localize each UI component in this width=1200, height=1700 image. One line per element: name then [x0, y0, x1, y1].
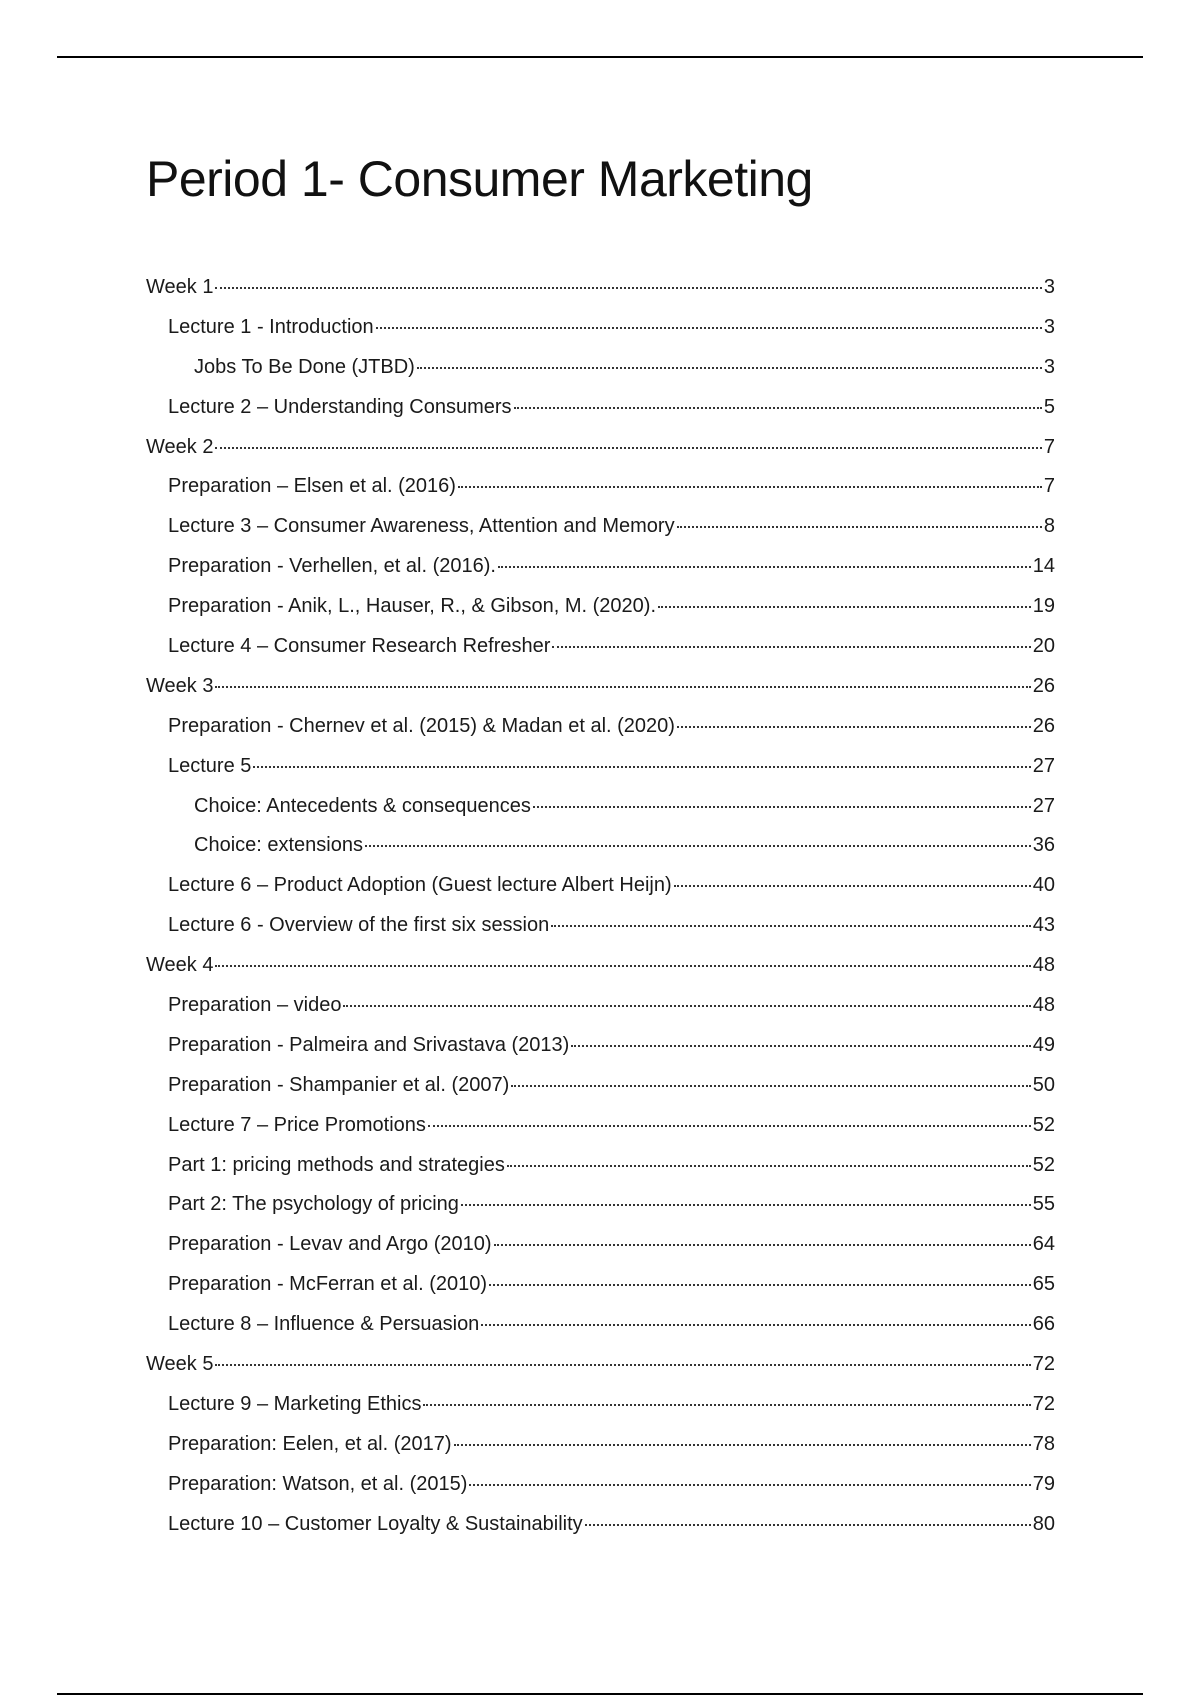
toc-entry[interactable] [146, 467, 1055, 507]
toc-dot-leader [514, 407, 1042, 409]
table-of-contents [146, 268, 1055, 1545]
toc-dot-leader [674, 885, 1031, 887]
toc-entry[interactable] [146, 826, 1055, 866]
toc-page-number: 3 [1043, 315, 1055, 338]
toc-entry[interactable] [146, 946, 1055, 986]
toc-page-number: 8 [1043, 515, 1055, 538]
toc-page-number: 3 [1043, 355, 1055, 378]
toc-dot-leader [417, 367, 1042, 369]
toc-entry[interactable] [146, 707, 1055, 747]
toc-dot-leader [469, 1484, 1030, 1486]
toc-page-number: 20 [1032, 635, 1055, 658]
toc-entry[interactable] [146, 1225, 1055, 1265]
toc-entry[interactable] [146, 1265, 1055, 1305]
document-title: Period 1- Consumer Marketing [146, 151, 813, 207]
toc-page-number: 40 [1032, 874, 1055, 897]
toc-entry[interactable] [146, 1465, 1055, 1505]
toc-dot-leader [511, 1085, 1030, 1087]
toc-dot-leader [423, 1404, 1030, 1406]
toc-entry[interactable] [146, 866, 1055, 906]
toc-page-number: 72 [1032, 1392, 1055, 1415]
toc-entry[interactable] [146, 587, 1055, 627]
toc-entry[interactable] [146, 747, 1055, 787]
toc-dot-leader [376, 327, 1042, 329]
toc-page-number: 78 [1032, 1432, 1055, 1455]
toc-dot-leader [677, 526, 1042, 528]
toc-page-number: 27 [1032, 794, 1055, 817]
toc-page-number: 14 [1032, 555, 1055, 578]
toc-entry-label: Week 3 [146, 674, 214, 697]
toc-dot-leader [365, 845, 1031, 847]
toc-entry-label: Preparation - Palmeira and Srivastava (2013) [168, 1033, 570, 1056]
toc-page-number: 3 [1043, 276, 1055, 298]
toc-entry[interactable] [146, 986, 1055, 1026]
toc-entry[interactable] [146, 308, 1055, 348]
toc-dot-leader [428, 1125, 1031, 1127]
toc-entry[interactable] [146, 388, 1055, 428]
toc-entry-label: Week 1 [146, 276, 214, 298]
toc-entry-label: Preparation: Eelen, et al. (2017) [168, 1432, 452, 1455]
toc-entry[interactable] [146, 547, 1055, 587]
toc-dot-leader [343, 1005, 1030, 1007]
toc-dot-leader [458, 486, 1042, 488]
toc-entry-label: Jobs To Be Done (JTBD) [194, 355, 415, 378]
toc-page-number: 19 [1032, 595, 1055, 618]
footer-rule [57, 1693, 1143, 1695]
toc-dot-leader [552, 646, 1030, 648]
toc-page-number: 43 [1032, 914, 1055, 937]
toc-entry[interactable] [146, 1185, 1055, 1225]
toc-entry-label: Week 4 [146, 954, 214, 977]
toc-entry[interactable] [146, 1505, 1055, 1545]
toc-page-number: 36 [1032, 834, 1055, 857]
toc-dot-leader [489, 1284, 1031, 1286]
toc-dot-leader [215, 965, 1030, 967]
toc-entry[interactable] [146, 1385, 1055, 1425]
toc-entry-label: Preparation - Shampanier et al. (2007) [168, 1073, 510, 1096]
toc-page-number: 48 [1032, 954, 1055, 977]
toc-dot-leader [498, 566, 1031, 568]
toc-page-number: 52 [1032, 1153, 1055, 1176]
toc-entry[interactable] [146, 1106, 1055, 1146]
toc-entry-label: Lecture 2 – Understanding Consumers [168, 395, 512, 418]
toc-entry-label: Week 2 [146, 435, 214, 458]
toc-dot-leader [215, 287, 1041, 289]
toc-entry-label: Lecture 1 - Introduction [168, 315, 374, 338]
toc-dot-leader [677, 726, 1031, 728]
toc-page-number: 65 [1032, 1273, 1055, 1296]
toc-entry-label: Lecture 9 – Marketing Ethics [168, 1392, 422, 1415]
toc-entry-label: Lecture 10 – Customer Loyalty & Sustainability [168, 1512, 583, 1535]
toc-dot-leader [533, 806, 1031, 808]
toc-dot-leader [571, 1045, 1030, 1047]
toc-entry-label: Lecture 6 - Overview of the first six session [168, 914, 550, 937]
toc-entry-label: Lecture 3 – Consumer Awareness, Attention and Memory [168, 515, 675, 538]
toc-entry-label: Part 2: The psychology of pricing [168, 1193, 459, 1216]
toc-dot-leader [551, 925, 1031, 927]
toc-entry[interactable] [146, 1425, 1055, 1465]
toc-entry-label: Preparation - McFerran et al. (2010) [168, 1273, 488, 1296]
toc-entry[interactable] [146, 507, 1055, 547]
toc-entry-label: Preparation - Chernev et al. (2015) & Madan et al. (2020) [168, 714, 675, 737]
toc-entry-label: Preparation - Levav and Argo (2010) [168, 1233, 492, 1256]
toc-entry[interactable] [146, 428, 1055, 468]
toc-page-number: 80 [1032, 1512, 1055, 1535]
toc-entry-label: Preparation: Watson, et al. (2015) [168, 1472, 468, 1495]
toc-entry-label: Part 1: pricing methods and strategies [168, 1153, 505, 1176]
toc-dot-leader [494, 1244, 1031, 1246]
toc-page-number: 55 [1032, 1193, 1055, 1216]
toc-dot-leader [507, 1165, 1031, 1167]
toc-page-number: 52 [1032, 1113, 1055, 1136]
toc-entry-label: Choice: extensions [194, 834, 363, 857]
toc-dot-leader [215, 1364, 1030, 1366]
toc-entry-label: Preparation - Anik, L., Hauser, R., & Gibson, M. (2020). [168, 595, 656, 618]
toc-entry[interactable] [146, 627, 1055, 667]
toc-entry[interactable] [146, 1305, 1055, 1345]
toc-page-number: 50 [1032, 1073, 1055, 1096]
toc-dot-leader [461, 1204, 1031, 1206]
toc-entry-label: Lecture 7 – Price Promotions [168, 1113, 426, 1136]
toc-page-number: 26 [1032, 674, 1055, 697]
toc-entry-label: Choice: Antecedents & consequences [194, 794, 531, 817]
toc-entry[interactable] [146, 667, 1055, 707]
toc-entry[interactable] [146, 906, 1055, 946]
toc-entry[interactable] [146, 268, 1055, 308]
toc-entry-label: Lecture 4 – Consumer Research Refresher [168, 635, 551, 658]
toc-dot-leader [253, 766, 1030, 768]
toc-page-number: 79 [1032, 1472, 1055, 1495]
toc-entry[interactable] [146, 1345, 1055, 1385]
toc-dot-leader [215, 686, 1030, 688]
toc-page-number: 26 [1032, 714, 1055, 737]
toc-entry-label: Lecture 8 – Influence & Persuasion [168, 1313, 480, 1336]
toc-entry-label: Preparation – video [168, 994, 342, 1017]
toc-page-number: 49 [1032, 1033, 1055, 1056]
toc-page-number: 7 [1043, 475, 1055, 498]
toc-entry[interactable] [146, 348, 1055, 388]
toc-entry[interactable] [146, 787, 1055, 827]
toc-entry-label: Lecture 5 [168, 754, 252, 777]
toc-dot-leader [481, 1324, 1030, 1326]
toc-dot-leader [454, 1444, 1031, 1446]
toc-entry[interactable] [146, 1026, 1055, 1066]
toc-page-number: 64 [1032, 1233, 1055, 1256]
toc-page-number: 66 [1032, 1313, 1055, 1336]
toc-page-number: 27 [1032, 754, 1055, 777]
toc-dot-leader [658, 606, 1031, 608]
toc-page-number: 5 [1043, 395, 1055, 418]
toc-entry-label: Week 5 [146, 1353, 214, 1376]
toc-page-number: 7 [1043, 435, 1055, 458]
toc-page-number: 72 [1032, 1353, 1055, 1376]
toc-dot-leader [585, 1524, 1031, 1526]
toc-entry-label: Lecture 6 – Product Adoption (Guest lecture Albert Heijn) [168, 874, 672, 897]
toc-entry[interactable] [146, 1066, 1055, 1106]
toc-entry-label: Preparation - Verhellen, et al. (2016). [168, 555, 496, 578]
toc-page-number: 48 [1032, 994, 1055, 1017]
toc-entry-label: Preparation – Elsen et al. (2016) [168, 475, 456, 498]
toc-dot-leader [215, 447, 1041, 449]
header-rule [57, 56, 1143, 58]
toc-entry[interactable] [146, 1146, 1055, 1186]
